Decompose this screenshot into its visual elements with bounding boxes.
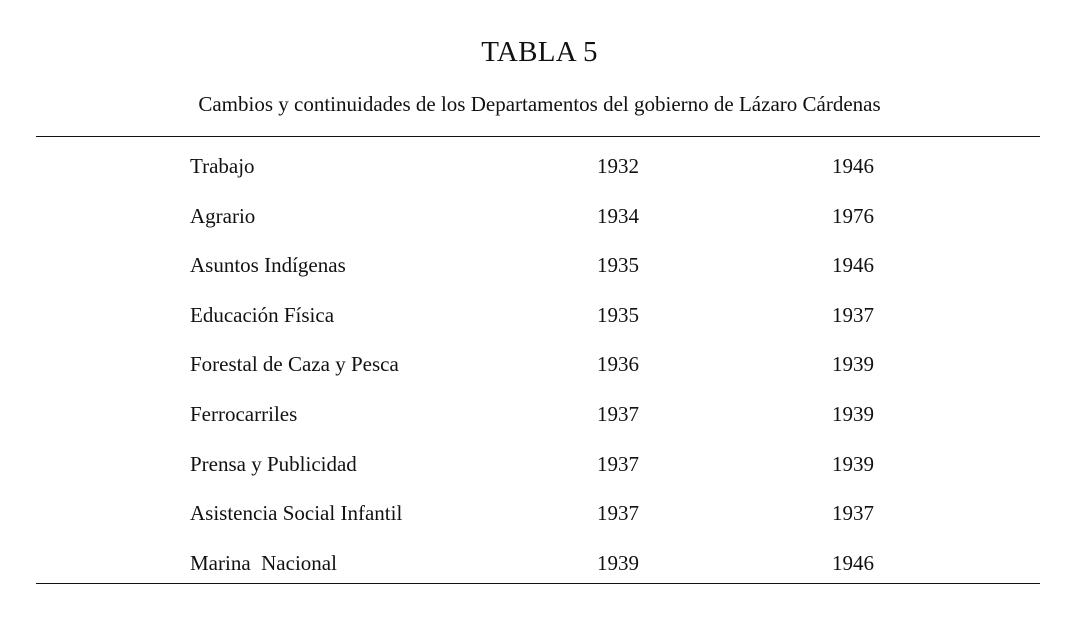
start-year: 1934 — [597, 203, 639, 228]
start-year: 1935 — [597, 253, 639, 278]
department-name: Forestal de Caza y Pesca — [190, 352, 399, 377]
department-name: Ferrocarriles — [190, 401, 298, 426]
table-row — [0, 390, 1079, 440]
table-title: TABLA 5 — [481, 36, 598, 68]
department-name: Marina Nacional — [190, 550, 337, 575]
end-year: 1937 — [832, 501, 874, 526]
table-subtitle: Cambios y continuidades de los Departamentos del gobierno de Lázaro Cárdenas — [198, 92, 881, 116]
start-year: 1937 — [597, 451, 639, 476]
table-row — [0, 340, 1079, 390]
table-row — [0, 489, 1079, 539]
start-year: 1937 — [597, 501, 639, 526]
end-year: 1937 — [832, 302, 874, 327]
department-name: Agrario — [190, 203, 256, 228]
table-row — [0, 291, 1079, 341]
department-name: Asuntos Indígenas — [190, 253, 346, 278]
start-year: 1935 — [597, 302, 639, 327]
start-year: 1932 — [597, 154, 639, 178]
department-name: Asistencia Social Infantil — [190, 501, 403, 526]
table-row — [0, 539, 1079, 589]
end-year: 1946 — [832, 253, 874, 278]
table-row — [0, 440, 1079, 490]
end-year: 1939 — [832, 401, 874, 426]
start-year: 1939 — [597, 550, 639, 575]
end-year: 1946 — [832, 154, 874, 178]
table-row — [0, 241, 1079, 291]
start-year: 1937 — [597, 401, 639, 426]
end-year: 1939 — [832, 352, 874, 377]
end-year: 1946 — [832, 550, 874, 575]
department-name: Trabajo — [190, 154, 255, 178]
table-row — [0, 192, 1079, 242]
start-year: 1936 — [597, 352, 639, 377]
department-name: Prensa y Publicidad — [190, 451, 357, 476]
department-name: Educación Física — [190, 302, 335, 327]
end-year: 1976 — [832, 203, 874, 228]
departments-table — [0, 142, 1079, 588]
end-year: 1939 — [832, 451, 874, 476]
table-row — [0, 142, 1079, 192]
bottom-rule — [36, 583, 1040, 584]
top-rule — [36, 136, 1040, 137]
